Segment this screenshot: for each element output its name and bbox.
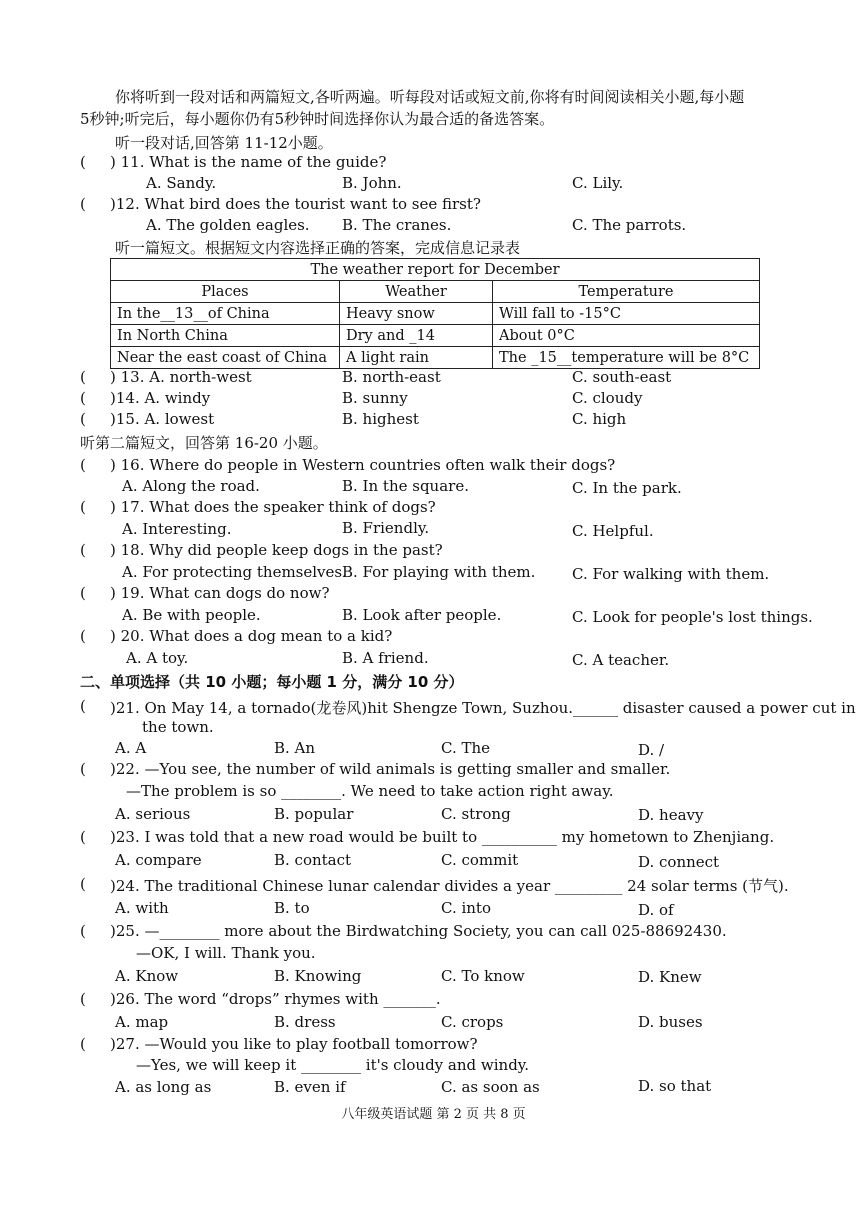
question-stem: )23. I was told that a new road would be built to __________ my hometown to Zhenjiang.	[110, 828, 775, 846]
page-footer: 八年级英语试题 第 2 页 共 8 页	[341, 1107, 526, 1122]
option: A. as long as	[115, 1078, 212, 1096]
table-cell: In the__13__of China	[111, 303, 340, 325]
option: A. The golden eagles.	[146, 216, 310, 234]
question-stem: )26. The word “drops” rhymes with _______.	[110, 990, 441, 1008]
answer-paren: (	[80, 697, 86, 715]
table-header: Weather	[340, 281, 493, 303]
section2-title: 二、单项选择（共 10 小题；每小题 1 分，满分 10 分）	[80, 673, 464, 691]
question-stem: )25. —________ more about the Birdwatching Society, you can call 025-88692430.	[110, 922, 727, 940]
table-header: Temperature	[493, 281, 760, 303]
answer-paren: (	[80, 368, 86, 386]
option: C. Lily.	[572, 174, 624, 192]
answer-paren: (	[80, 410, 86, 428]
option: B. sunny	[342, 389, 408, 407]
question-stem-cont: —The problem is so ________. We need to take action right away.	[126, 782, 614, 800]
option: C. commit	[441, 851, 519, 869]
option: C. The parrots.	[572, 216, 687, 234]
option: C. cloudy	[572, 389, 643, 407]
option: B. north-east	[342, 368, 441, 386]
option: A. Along the road.	[122, 477, 260, 495]
option: D. of	[638, 901, 674, 919]
option: D. heavy	[638, 806, 704, 824]
answer-paren: (	[80, 1035, 86, 1053]
question-stem-cont: the town.	[142, 718, 214, 736]
option: B. The cranes.	[342, 216, 452, 234]
option: B. to	[274, 899, 310, 917]
option: C. south-east	[572, 368, 672, 386]
table-cell: Heavy snow	[340, 303, 493, 325]
option: B. popular	[274, 805, 354, 823]
option: B. Knowing	[274, 967, 362, 985]
table-cell: About 0°C	[493, 325, 760, 347]
option: A. A toy.	[126, 649, 189, 667]
question-stem: )27. —Would you like to play football tomorrow?	[110, 1035, 478, 1053]
option: D. Knew	[638, 968, 702, 986]
option: A. Interesting.	[122, 520, 232, 538]
option: A. Know	[115, 967, 179, 985]
option: A. with	[115, 899, 169, 917]
option: A. Be with people.	[122, 606, 261, 624]
table-header: Places	[111, 281, 340, 303]
question-stem: )15. A. lowest	[110, 410, 215, 428]
option: B. A friend.	[342, 649, 429, 667]
option: B. even if	[274, 1078, 346, 1096]
option: B. highest	[342, 410, 419, 428]
instructions-line1: 你将听到一段对话和两篇短文,各听两遍。听每段对话或短文前,你将有时间阅读相关小题,每小题	[115, 88, 745, 106]
question-stem: )22. —You see, the number of wild animals is getting smaller and smaller.	[110, 760, 671, 778]
option: C. crops	[441, 1013, 504, 1031]
answer-paren: (	[80, 195, 86, 213]
option: B. For playing with them.	[342, 563, 536, 581]
answer-paren: (	[80, 760, 86, 778]
instructions-line2: 5秒钟;听完后，每小题你仍有5秒钟时间选择你认为最合适的备选答案。	[80, 110, 555, 128]
question-stem: ) 11. What is the name of the guide?	[110, 153, 387, 171]
part3-heading: 听第二篇短文，回答第 16-20 小题。	[80, 434, 328, 452]
table-caption: The weather report for December	[111, 259, 760, 281]
question-stem: ) 19. What can dogs do now?	[110, 584, 330, 602]
option: C. as soon as	[441, 1078, 540, 1096]
option: C. In the park.	[572, 479, 682, 497]
part2-heading: 听一篇短文。根据短文内容选择正确的答案，完成信息记录表	[115, 239, 521, 257]
option: D. /	[638, 741, 665, 759]
option: B. Look after people.	[342, 606, 502, 624]
option: A. Sandy.	[146, 174, 217, 192]
question-stem: ) 13. A. north-west	[110, 368, 252, 386]
answer-paren: (	[80, 922, 86, 940]
option: A. A	[115, 739, 147, 757]
question-stem: ) 20. What does a dog mean to a kid?	[110, 627, 393, 645]
question-stem: )24. The traditional Chinese lunar calendar divides a year _________ 24 solar terms (节气).	[110, 877, 789, 895]
option: C. high	[572, 410, 627, 428]
table-cell: Dry and _14	[340, 325, 493, 347]
option: A. For protecting themselves.	[122, 563, 347, 581]
part1-heading: 听一段对话,回答第 11-12小题。	[115, 134, 333, 152]
table-cell: A light rain	[340, 347, 493, 369]
question-stem-cont: —OK, I will. Thank you.	[136, 944, 316, 962]
option: C. into	[441, 899, 491, 917]
table-cell: Will fall to -15°C	[493, 303, 760, 325]
option: C. Helpful.	[572, 522, 654, 540]
answer-paren: (	[80, 498, 86, 516]
answer-paren: (	[80, 875, 86, 893]
option: C. strong	[441, 805, 511, 823]
answer-paren: (	[80, 828, 86, 846]
table-cell: Near the east coast of China	[111, 347, 340, 369]
question-stem: )12. What bird does the tourist want to see first?	[110, 195, 481, 213]
table-cell: In North China	[111, 325, 340, 347]
option: B. contact	[274, 851, 352, 869]
option: D. so that	[638, 1077, 712, 1095]
question-stem: )21. On May 14, a tornado(龙卷风)hit Shengze Town, Suzhou.______ disaster caused a power cut in	[110, 699, 856, 717]
table-cell: The _15__temperature will be 8°C	[493, 347, 760, 369]
option: B. Friendly.	[342, 519, 430, 537]
option: C. For walking with them.	[572, 565, 770, 583]
answer-paren: (	[80, 584, 86, 602]
question-stem: ) 17. What does the speaker think of dogs?	[110, 498, 436, 516]
option: C. The	[441, 739, 491, 757]
option: D. connect	[638, 853, 720, 871]
option: C. Look for people's lost things.	[572, 608, 813, 626]
answer-paren: (	[80, 541, 86, 559]
answer-paren: (	[80, 456, 86, 474]
option: B. dress	[274, 1013, 336, 1031]
option: C. To know	[441, 967, 525, 985]
weather-table	[110, 258, 760, 369]
answer-paren: (	[80, 990, 86, 1008]
question-stem: ) 16. Where do people in Western countries often walk their dogs?	[110, 456, 616, 474]
option: A. compare	[115, 851, 202, 869]
option: B. In the square.	[342, 477, 469, 495]
option: D. buses	[638, 1013, 703, 1031]
option: B. John.	[342, 174, 402, 192]
question-stem: ) 18. Why did people keep dogs in the past?	[110, 541, 443, 559]
option: B. An	[274, 739, 316, 757]
option: C. A teacher.	[572, 651, 670, 669]
option: A. serious	[115, 805, 191, 823]
question-stem-cont: —Yes, we will keep it ________ it's cloudy and windy.	[136, 1056, 530, 1074]
option: A. map	[115, 1013, 169, 1031]
question-stem: )14. A. windy	[110, 389, 211, 407]
answer-paren: (	[80, 153, 86, 171]
answer-paren: (	[80, 389, 86, 407]
answer-paren: (	[80, 627, 86, 645]
